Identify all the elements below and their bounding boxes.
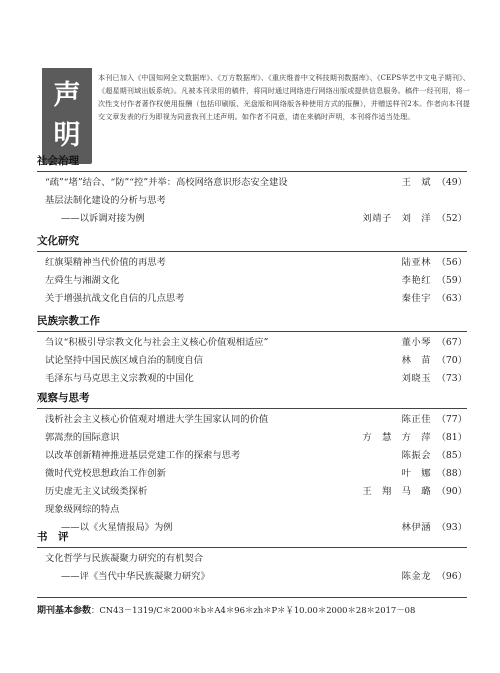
toc-entry-title: 微时代党校思想政治工作创新	[45, 468, 166, 479]
toc-entry-author: 王 翔 马 璐	[362, 486, 431, 497]
toc-entry-page: （52）	[436, 213, 467, 224]
section-title: 文化研究	[37, 235, 79, 247]
declaration-text: 本刊已加入《中国知网全文数据库》、《万方数据库》、《重庆维普中文科技期刊数据库》、《CEPS华艺中文电子期刊》、《超星期刊域出版系统》。凡被本刊录用的稿件，将同时通过网络进行网络出版或提供信息服务。稿件一经刊用，将一次性支付作者著作权使用报酬（包括印刷版、光盘版和网络版各种使用方式的报酬），并赠送样刊2本。作者向本刊提交文章发表的行为即视为同意我刊上述声明。如作者不同意，请在来稿时声明，本刊将作适当处理。	[98, 73, 470, 121]
toc-entry-page: （88）	[436, 468, 467, 479]
toc-entry	[37, 501, 467, 519]
declaration-badge-char-top: 声	[53, 80, 81, 111]
toc-entry-title: 历史虚无主义试级类探析	[45, 486, 148, 497]
toc-entry-page: （70）	[436, 355, 467, 366]
journal-parameters-value: ：CN43－1319/C＊2000＊b＊A4＊96＊zh＊P＊￥10.00＊2000＊28＊2017－08	[91, 605, 416, 615]
section	[37, 314, 467, 388]
footer-divider	[37, 597, 467, 598]
toc-entry-page: （81）	[436, 432, 467, 443]
toc-entry-title: 试论坚持中国民族区域自治的制度自信	[45, 355, 204, 366]
toc-entry-author: 陆亚林	[401, 257, 431, 268]
section-divider	[37, 547, 467, 548]
toc-entry-title: 浅析社会主义核心价值观对增进大学生国家认同的价值	[45, 414, 269, 425]
declaration-badge-char-bottom: 明	[53, 120, 81, 151]
toc-entry	[37, 290, 467, 308]
toc-entry-page: （96）	[436, 571, 467, 582]
toc-entry-page: （56）	[436, 257, 467, 268]
toc-entry	[37, 550, 467, 568]
declaration-badge	[42, 68, 92, 164]
section-title: 社会治理	[37, 155, 79, 167]
toc-entry	[37, 192, 467, 210]
toc-entry-page: （73）	[436, 373, 467, 384]
toc-entry-author: 林 苗	[401, 355, 431, 366]
toc-entry	[37, 334, 467, 352]
toc-entry-subtitle: ——评《当代中华民族凝聚力研究》	[61, 571, 210, 582]
toc-entry-author: 方 慧 方 萍	[362, 432, 431, 443]
toc-entry-author: 李艳红	[401, 275, 431, 286]
toc-entry	[37, 447, 467, 465]
toc-entry-title: 现象级网综的特点	[45, 504, 120, 515]
section-divider	[37, 251, 467, 252]
section	[37, 234, 467, 308]
toc-entry-author: 陈振会	[401, 450, 431, 461]
journal-parameters-label: 期刊基本参数	[37, 606, 92, 616]
toc-entry-title: 文化哲学与民族凝聚力研究的有机契合	[45, 553, 204, 564]
toc-entry-page: （85）	[436, 450, 467, 461]
toc-entry-author: 林伊涵	[401, 522, 431, 533]
toc-entry-title: 红旗渠精神当代价值的再思考	[45, 257, 166, 268]
toc-entry-title: “疏”“堵”结合、“防”“控”并举：高校网络意识形态安全建设	[45, 177, 288, 188]
toc-entry-page: （67）	[436, 337, 467, 348]
toc-entry	[37, 411, 467, 429]
toc-entry-author: 刘晓玉	[401, 373, 431, 384]
toc-entry	[37, 352, 467, 370]
section-title: 观察与思考	[37, 392, 90, 404]
toc-entry	[37, 568, 467, 586]
toc-entry	[37, 370, 467, 388]
toc-entry-title: 基层法制化建设的分析与思考	[45, 195, 166, 206]
section	[37, 391, 467, 537]
toc-entry	[37, 272, 467, 290]
toc-entry	[37, 429, 467, 447]
section-title: 民族宗教工作	[37, 315, 100, 327]
toc-entry-author: 叶 娜	[401, 468, 431, 479]
toc-entry	[37, 174, 467, 192]
toc-entry-title: 刍议“积极引导宗教文化与社会主义核心价值观相适应”	[45, 337, 269, 348]
toc-entry-author: 陈正佳	[401, 414, 431, 425]
toc-entry	[37, 254, 467, 272]
toc-entry-author: 董小琴	[401, 337, 431, 348]
toc-entry-title: 毛泽东与马克思主义宗教观的中国化	[45, 373, 194, 384]
toc-entry	[37, 210, 467, 228]
toc-entry-author: 刘靖子 刘 洋	[362, 213, 431, 224]
section-divider	[37, 408, 467, 409]
toc-entry-author: 王 斌	[401, 177, 431, 188]
toc-entry-subtitle: ——以诉调对接为例	[61, 213, 145, 224]
toc-entry-page: （77）	[436, 414, 467, 425]
journal-parameters	[37, 603, 477, 616]
toc-entry-page: （90）	[436, 486, 467, 497]
toc-entry-page: （93）	[436, 522, 467, 533]
section-divider	[37, 171, 467, 172]
toc-entry-title: 郭嵩焘的国际意识	[45, 432, 120, 443]
section	[37, 154, 467, 228]
toc-entry-subtitle: ——以《火星情报局》为例	[61, 522, 173, 533]
toc-entry	[37, 465, 467, 483]
toc-entry-author: 陈金龙	[401, 571, 431, 582]
section-title: 书 评	[37, 531, 69, 543]
toc-entry-author: 秦佳宇	[401, 293, 431, 304]
section-divider	[37, 331, 467, 332]
toc-entry-title: 左舜生与湘湖文化	[45, 275, 120, 286]
toc-entry-page: （49）	[436, 177, 467, 188]
toc-entry-title: 关于增强抗战文化自信的几点思考	[45, 293, 185, 304]
toc-entry-page: （59）	[436, 275, 467, 286]
toc-entry-title: 以改革创新精神推进基层党建工作的探索与思考	[45, 450, 241, 461]
toc-entry-page: （63）	[436, 293, 467, 304]
section	[37, 530, 467, 586]
toc-entry	[37, 483, 467, 501]
